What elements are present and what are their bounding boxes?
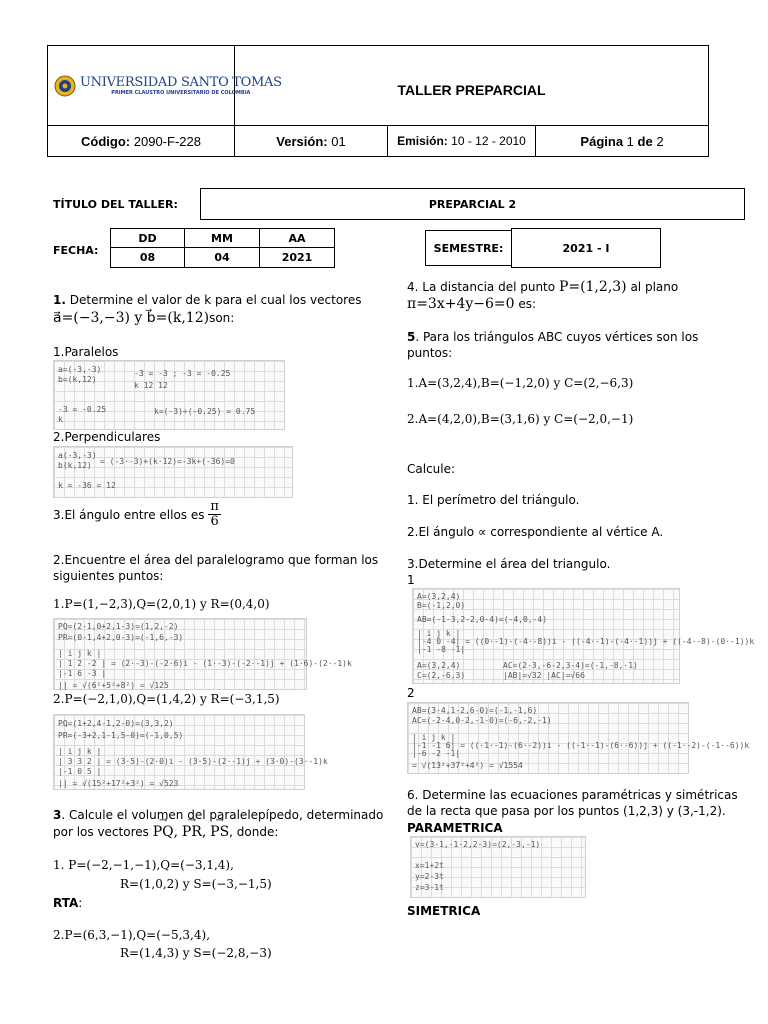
handwritten-work-q2-item1: PQ=(2-1,0+2,1-3)=(1,2,-2) PR=(0-1,4+2,0-3)=(-1,6,-3) | i j k | | 1 2 -2 | = (2·-3)-(-2·6)i - (1·-3)-(-2·-1)j + (1·6)-(2·-1)k |-1 6 -3 | || = √(6²+5²+8²) = √125 bbox=[53, 618, 307, 690]
calcule-item1: 1. El perímetro del triángulo. bbox=[407, 493, 580, 507]
fecha-label: FECHA: bbox=[53, 244, 99, 257]
logo-name: UNIVERSIDAD SANTO TOMAS bbox=[80, 75, 282, 90]
calcule-item3: 3.Determine el área del triangulo. bbox=[407, 557, 611, 571]
rta-label: RTA bbox=[53, 896, 79, 910]
q1-son: son: bbox=[209, 311, 235, 325]
q2-item2: 2.P=(−2,1,0),Q=(1,4,2) y R=(−3,1,5) bbox=[53, 692, 280, 706]
pagina-total: 2 bbox=[656, 133, 664, 149]
handwritten-work-q5-item2: AB=(3-4,1-2,6-0)=(-1,-1,6) AC=(-2-4,0-2,-1-0)=(-6,-2,-1) | i j k | |-1 -1 6| = ((-1·-1)-(6·-2))i - ((-1·-1)-(6·-6))j + ((-1·-2)-(-1·-6))k |-6 -2 -1| = √(13²+37²+4²) = √1554 bbox=[407, 702, 689, 774]
version-cell bbox=[234, 125, 388, 157]
q4-point: P=(1,2,3) bbox=[558, 279, 627, 295]
q4-es: es: bbox=[514, 297, 537, 311]
handwritten-work-q6-parametrica: v=(3-1,-1-2,2-3)=(2,-3,-1) x=1+2t y=2-3t z=3-1t bbox=[410, 836, 586, 898]
vector-pr: → PR bbox=[182, 824, 202, 840]
q2-text-line2: siguientes puntos: bbox=[53, 569, 164, 583]
q4-statement: 4. La distancia del punto bbox=[407, 280, 556, 294]
semestre-value-box bbox=[511, 228, 661, 268]
q3-item1-line2: R=(1,0,2) y S=(−3,−1,5) bbox=[120, 877, 272, 891]
codigo-label: Código: bbox=[81, 133, 131, 149]
q3-item2-line2: R=(1,4,3) y S=(−2,8,−3) bbox=[120, 946, 272, 960]
semestre-label: SEMESTRE: bbox=[433, 241, 504, 255]
titulo-box bbox=[200, 188, 745, 220]
titulo-value: PREPARCIAL 2 bbox=[428, 197, 517, 211]
codigo-value: 2090-F-228 bbox=[133, 133, 201, 149]
handwritten-work-q1-paralelos: a=(-3,-3) -3 = -3 ; -3 = -0.25 b=(k,12) k 12 12 -3 = -0.25 k=(-3)÷(-0.25) = 0.75 k bbox=[53, 360, 285, 430]
codigo-cell bbox=[47, 125, 235, 157]
mm-value: 04 bbox=[184, 247, 260, 268]
q2-text-line1: 2.Encuentre el área del paralelogramo que forman los bbox=[53, 553, 379, 567]
q1-statement: Determine el valor de k para el cual los vectores bbox=[65, 293, 362, 307]
aa-header: AA bbox=[259, 228, 335, 248]
vector-pq: → PQ bbox=[153, 824, 174, 840]
q3-number: 3 bbox=[53, 808, 62, 822]
q1-angulo-fraction bbox=[208, 500, 221, 529]
semestre-value: 2021 - I bbox=[562, 241, 610, 255]
q3-text-line2: por los vectores → PQ, → PR, → PS, donde: bbox=[53, 824, 278, 840]
simetrica-label: SIMETRICA bbox=[407, 904, 481, 918]
mm-header: MM bbox=[184, 228, 260, 248]
q2-item1: 1.P=(1,−2,3),Q=(2,0,1) y R=(0,4,0) bbox=[53, 597, 270, 611]
pagina-de: de bbox=[637, 133, 653, 149]
dd-value: 08 bbox=[110, 247, 185, 268]
emision-value: 10 - 12 - 2010 bbox=[451, 134, 526, 148]
q1-angulo-line bbox=[53, 500, 221, 529]
version-value: 01 bbox=[331, 133, 346, 149]
q6-line1: 6. Determine las ecuaciones paramétricas y simétricas bbox=[407, 788, 738, 802]
header-title-cell bbox=[234, 45, 709, 126]
parametrica-label: PARAMETRICA bbox=[407, 821, 503, 835]
q1-paralelos: 1.Paralelos bbox=[53, 345, 119, 359]
header-title: TALLER PREPARCIAL bbox=[397, 81, 546, 98]
q1-perpendiculares: 2.Perpendiculares bbox=[53, 430, 161, 444]
handwritten-work-q1-perpendiculares: a(-3,-3) = (-3·-3)+(k·12)=-3k+(-36)=0 b(k,12) k = -36 = 12 bbox=[53, 446, 293, 498]
q1-number: 1. bbox=[53, 293, 66, 307]
vector-ps: → PS bbox=[210, 824, 229, 840]
q4-al-plano: al plano bbox=[626, 280, 679, 294]
calcule-item3-part2: 2 bbox=[407, 686, 415, 700]
q4-line1 bbox=[407, 279, 678, 295]
q5-item2: 2.A=(4,2,0),B=(3,1,6) y C=(−2,0,−1) bbox=[407, 412, 634, 426]
q1-text bbox=[53, 293, 361, 307]
q5-line1 bbox=[407, 330, 698, 344]
calcule-item2: 2.El ángulo ∝ correspondiente al vértice A. bbox=[407, 525, 664, 539]
aa-value: 2021 bbox=[259, 247, 335, 268]
fraction-numerator: π bbox=[210, 499, 219, 514]
fraction-denominator: 6 bbox=[210, 514, 219, 529]
version-label: Versión: bbox=[276, 133, 328, 149]
logo-cell bbox=[47, 45, 282, 126]
q5-item1: 1.A=(3,2,4),B=(−1,2,0) y C=(2,−6,3) bbox=[407, 376, 634, 390]
dd-header: DD bbox=[110, 228, 185, 248]
pagina-cell bbox=[535, 125, 709, 157]
q3-donde: , donde: bbox=[229, 825, 279, 839]
pagina-number: 1 bbox=[626, 133, 634, 149]
titulo-label: TÍTULO DEL TALLER: bbox=[53, 198, 178, 211]
q4-plane: π=3x+4y−6=0 bbox=[407, 296, 515, 312]
q3-statement: . Calcule el volumen del paralelepípedo, determinado bbox=[61, 808, 384, 822]
semestre-label-box bbox=[425, 230, 512, 266]
q1-vectors-line bbox=[53, 310, 234, 326]
emision-cell bbox=[387, 125, 536, 157]
q5-statement: . Para los triángulos ABC cuyos vértices son los bbox=[415, 330, 699, 344]
q3-item1-line1: 1. P=(−2,−1,−1),Q=(−3,1,4), bbox=[53, 858, 234, 872]
pagina-label: Página bbox=[580, 133, 624, 149]
q5-number: 5 bbox=[407, 330, 416, 344]
university-seal-icon bbox=[54, 75, 76, 97]
q3-item2-line1: 2.P=(6,3,−1),Q=(−5,3,4), bbox=[53, 928, 211, 942]
rta-line bbox=[53, 896, 82, 910]
q3-statement-2: por los vectores bbox=[53, 825, 149, 839]
q4-line2 bbox=[407, 296, 536, 312]
calcule-label: Calcule: bbox=[407, 462, 456, 476]
rta-colon: : bbox=[78, 896, 83, 910]
calcule-item3-part1: 1 bbox=[407, 573, 415, 587]
q6-line2: de la recta que pasa por los puntos (1,2,3) y (3,-1,2). bbox=[407, 804, 726, 818]
q5-line2: puntos: bbox=[407, 346, 453, 360]
q1-vectors: a⃗=(−3,−3) y b⃗=(k,12) bbox=[53, 310, 210, 326]
logo-subtitle: PRIMER CLAUSTRO UNIVERSITARIO DE COLOMBIA bbox=[111, 90, 251, 96]
handwritten-work-q2-item2: PQ=(1+2,4-1,2-0)=(3,3,2) PR=(-3+2,1-1,5-0)=(-1,0,5) | i j k | | 3 3 2 | = (3·5)-(2·0)i - (3·5)-(2·-1)j + (3·0)-(3·-1)k |-1 0 5 | || = √(15²+17²+3²) = √523 bbox=[53, 714, 305, 790]
emision-label: Emisión: bbox=[397, 134, 448, 148]
handwritten-work-q5-item1: A=(3,2,4) B=(-1,2,0) AB=(-1-3,2-2,0-4)=(-4,0,-4) | i j k | |-4 0 -4| = ((0·-1)-(-4·-8))i - ((-4·-1)-(-4·-1))j + ((-4·-8)-(0·-1))k |-1 -8 -1| A=(3,2,4) AC=(2-3,-6-2,3-4)=(-1,-8,-1) C=(2,-6,3) |AB|=√32 |AC|=√66 bbox=[412, 588, 680, 684]
q1-angulo: 3.El ángulo entre ellos es bbox=[53, 507, 205, 522]
